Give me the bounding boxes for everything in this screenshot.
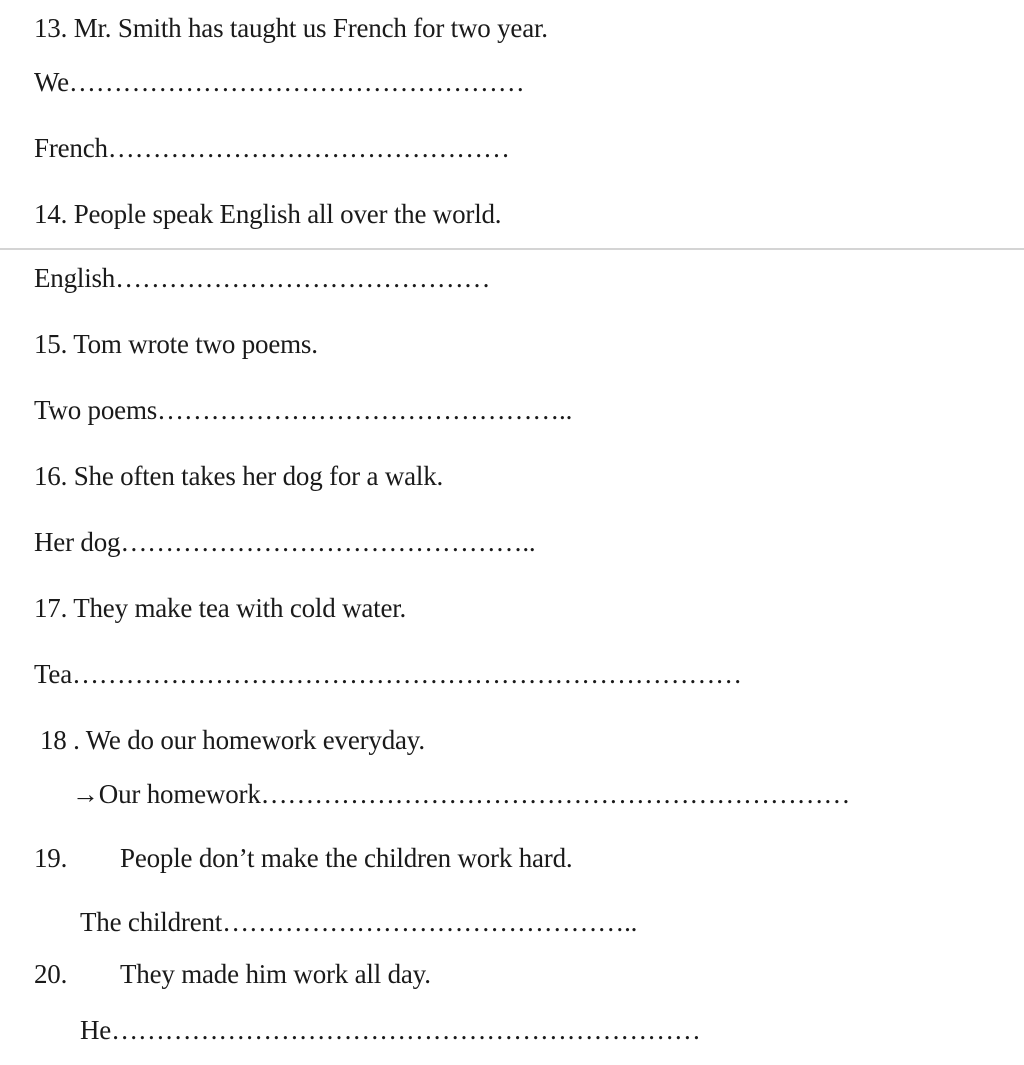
answer-17: Tea………………………………………………………………… [34, 659, 742, 689]
question-14: 14. People speak English all over the world. [34, 199, 502, 229]
question-19-text: People don’t make the children work hard. [120, 843, 573, 873]
question-17: 17. They make tea with cold water. [34, 593, 407, 623]
question-16: 16. She often takes her dog for a walk. [34, 461, 444, 491]
page-divider [0, 248, 1024, 250]
question-15: 15. Tom wrote two poems. [34, 329, 318, 359]
answer-14: English…………………………………… [34, 263, 491, 293]
answer-20: He………………………………………………………… [80, 1015, 701, 1045]
question-18: 18 . We do our homework everyday. [40, 725, 425, 755]
answer-19: The childrent……………………………………….. [80, 907, 638, 937]
answer-18: →Our homework………………………………………………………… [72, 779, 851, 809]
answer-13a: We…………………………………………… [34, 67, 525, 97]
question-19-number: 19. [34, 843, 68, 873]
question-20-number: 20. [34, 959, 68, 989]
question-20 [34, 958, 431, 990]
question-13: 13. Mr. Smith has taught us French for two year. [34, 13, 548, 43]
question-20-text: They made him work all day. [120, 959, 431, 989]
question-19 [34, 842, 572, 874]
answer-16: Her dog……………………………………….. [34, 527, 536, 557]
answer-15: Two poems……………………………………….. [34, 395, 573, 425]
answer-13b: French……………………………………… [34, 133, 510, 163]
